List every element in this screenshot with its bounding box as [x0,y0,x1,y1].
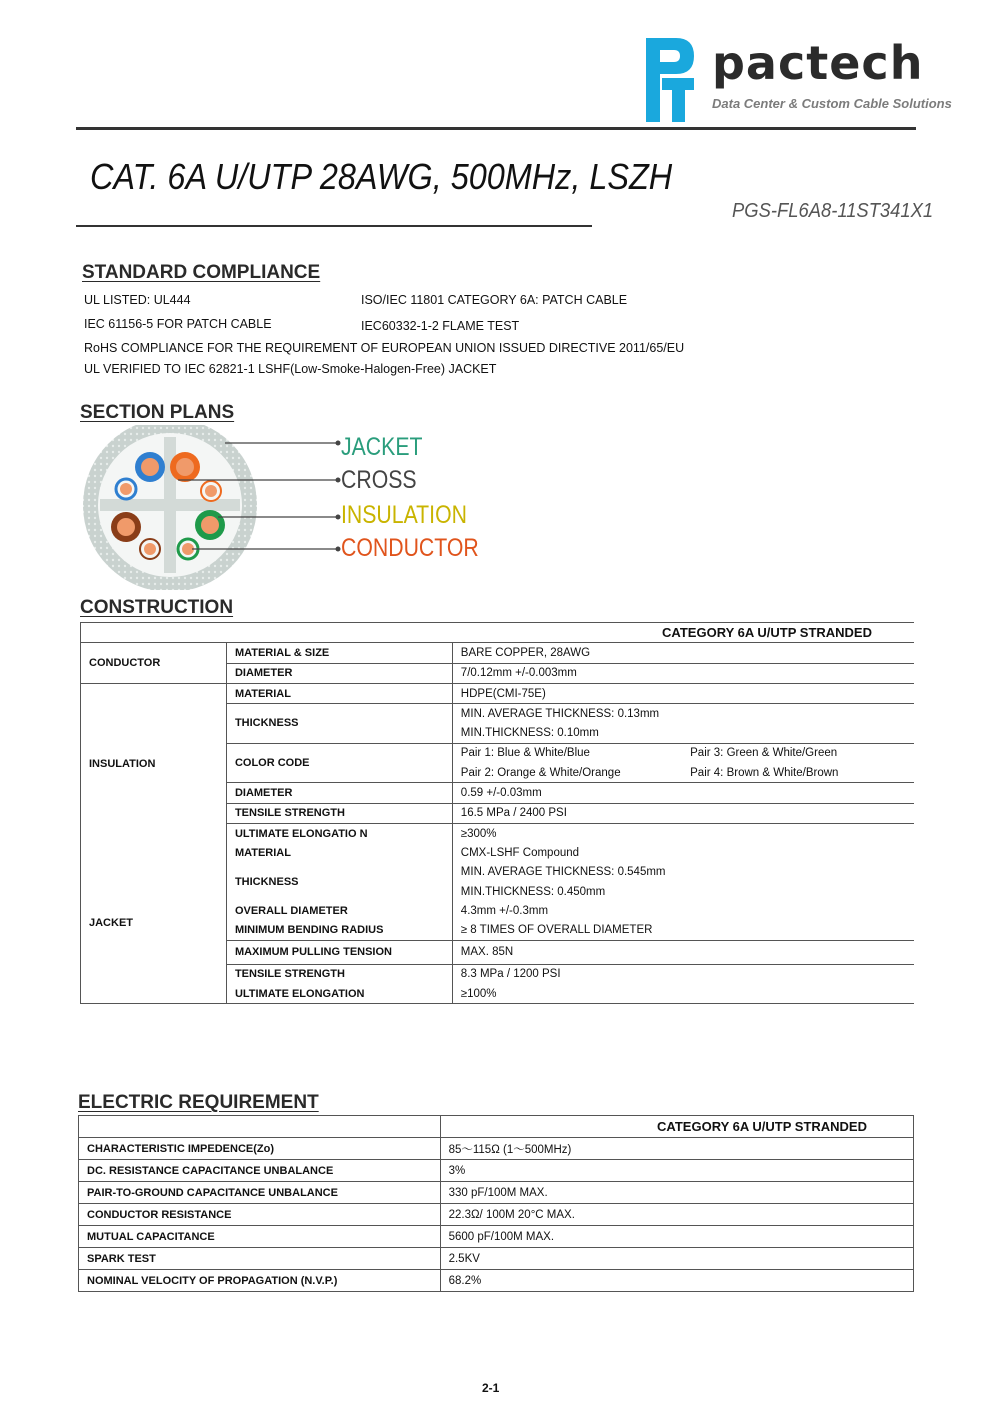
pactech-logo-mark-icon [636,32,698,126]
insulation-label: INSULATION [341,501,467,529]
row-value: 68.2% [440,1270,913,1292]
brand-tagline: Data Center & Custom Cable Solutions [712,96,952,111]
row-label: PAIR-TO-GROUND CAPACITANCE UNBALANCE [79,1182,441,1204]
row-label: THICKNESS [226,704,452,744]
electric-table [78,1115,914,1292]
construction-table [80,622,914,1004]
row-label: OVERALL DIAMETER [226,901,452,920]
group-conductor: CONDUCTOR [81,643,227,684]
row-label: COLOR CODE [226,743,452,783]
table-row [79,1248,914,1270]
row-label: MUTUAL CAPACITANCE [79,1226,441,1248]
electric-table-header: CATEGORY 6A U/UTP STRANDED [440,1116,913,1138]
pair-3: Pair 3: Green & White/Green [690,747,838,760]
brand-name: pactech [712,36,924,90]
row-value: 5600 pF/100M MAX. [440,1226,913,1248]
row-value: 7/0.12mm +/-0.003mm [452,663,914,683]
row-value: HDPE(CMI-75E) [452,683,914,703]
table-row [79,1160,914,1182]
row-value: 16.5 MPa / 2400 PSI [452,803,914,823]
row-label: TENSILE STRENGTH [226,964,452,984]
table-row [79,1138,914,1160]
row-label: DC. RESISTANCE CAPACITANCE UNBALANCE [79,1160,441,1182]
row-value: MIN. AVERAGE THICKNESS: 0.13mm [460,707,660,720]
row-value: ≥ 8 TIMES OF OVERALL DIAMETER [452,920,914,940]
row-value: 8.3 MPa / 1200 PSI [460,968,561,981]
row-value: 85～115Ω (1～500MHz) [440,1138,913,1160]
row-label: NOMINAL VELOCITY OF PROPAGATION (N.V.P.) [79,1270,441,1292]
table-row [79,1204,914,1226]
row-label: ULTIMATE ELONGATION [226,984,452,1004]
row-label: ULTIMATE ELONGATIO N [226,823,452,843]
header-divider [76,127,916,130]
electric-requirement-heading: ELECTRIC REQUIREMENT [78,1092,319,1113]
compliance-item: IEC60332-1-2 FLAME TEST [361,319,520,333]
row-value: MIN.THICKNESS: 0.450mm [460,885,606,898]
row-value: ≥100% [452,984,914,1004]
row-value: MIN. AVERAGE THICKNESS: 0.545mm [460,866,666,879]
page-number: 2-1 [482,1381,500,1395]
pair-2: Pair 2: Orange & White/Orange [452,763,682,783]
row-label: TENSILE STRENGTH [226,803,452,823]
pair-4: Pair 4: Brown & White/Brown [682,763,914,783]
page-title: CAT. 6A U/UTP 28AWG, 500MHz, LSZH [90,156,673,197]
section-plans-heading: SECTION PLANS [80,402,235,423]
compliance-item: UL VERIFIED TO IEC 62821-1 LSHF(Low-Smoke-Halogen-Free) JACKET [84,362,497,376]
compliance-item: UL LISTED: UL444 [84,293,191,307]
construction-table-header: CATEGORY 6A U/UTP STRANDED [452,623,914,643]
group-insulation: INSULATION [81,683,227,843]
row-value: 2.5KV [440,1248,913,1270]
title-divider [76,225,592,227]
row-value: 3% [440,1160,913,1182]
cross-label: CROSS [341,466,417,494]
compliance-item: RoHS COMPLIANCE FOR THE REQUIREMENT OF EUROPEAN UNION ISSUED DIRECTIVE 2011/65/EU [84,341,685,355]
row-value: 330 pF/100M MAX. [440,1182,913,1204]
standard-compliance-heading: STANDARD COMPLIANCE [82,262,321,283]
row-label: MATERIAL [226,683,452,703]
table-row [79,1270,914,1292]
row-label: THICKNESS [226,863,452,902]
row-value: MAX. 85N [452,940,914,964]
row-label: CONDUCTOR RESISTANCE [79,1204,441,1226]
row-label: MATERIAL [226,843,452,862]
row-value: 0.59 +/-0.03mm [452,783,914,803]
row-value: 22.3Ω/ 100M 20°C MAX. [440,1204,913,1226]
construction-heading: CONSTRUCTION [80,597,234,618]
compliance-item: IEC 61156-5 FOR PATCH CABLE [84,317,272,331]
row-label: MAXIMUM PULLING TENSION [226,940,452,964]
row-label: MATERIAL & SIZE [226,643,452,663]
row-value: ≥300% [460,827,497,840]
compliance-item: ISO/IEC 11801 CATEGORY 6A: PATCH CABLE [361,293,628,307]
group-jacket: JACKET [81,843,227,1004]
row-value: MIN.THICKNESS: 0.10mm [452,723,914,743]
table-row [79,1182,914,1204]
conductor-label: CONDUCTOR [341,534,479,562]
row-label: SPARK TEST [79,1248,441,1270]
row-value: CMX-LSHF Compound [460,846,580,859]
table-row [79,1226,914,1248]
row-label: CHARACTERISTIC IMPEDENCE(Zo) [79,1138,441,1160]
jacket-label: JACKET [341,433,423,461]
part-number: PGS-FL6A8-11ST341X1 [732,200,934,222]
row-value: BARE COPPER, 28AWG [452,643,914,663]
row-label: DIAMETER [226,783,452,803]
row-label: DIAMETER [226,663,452,683]
row-value: 4.3mm +/-0.3mm [460,904,549,917]
pair-1: Pair 1: Blue & White/Blue [460,747,590,760]
row-label: MINIMUM BENDING RADIUS [226,920,452,940]
